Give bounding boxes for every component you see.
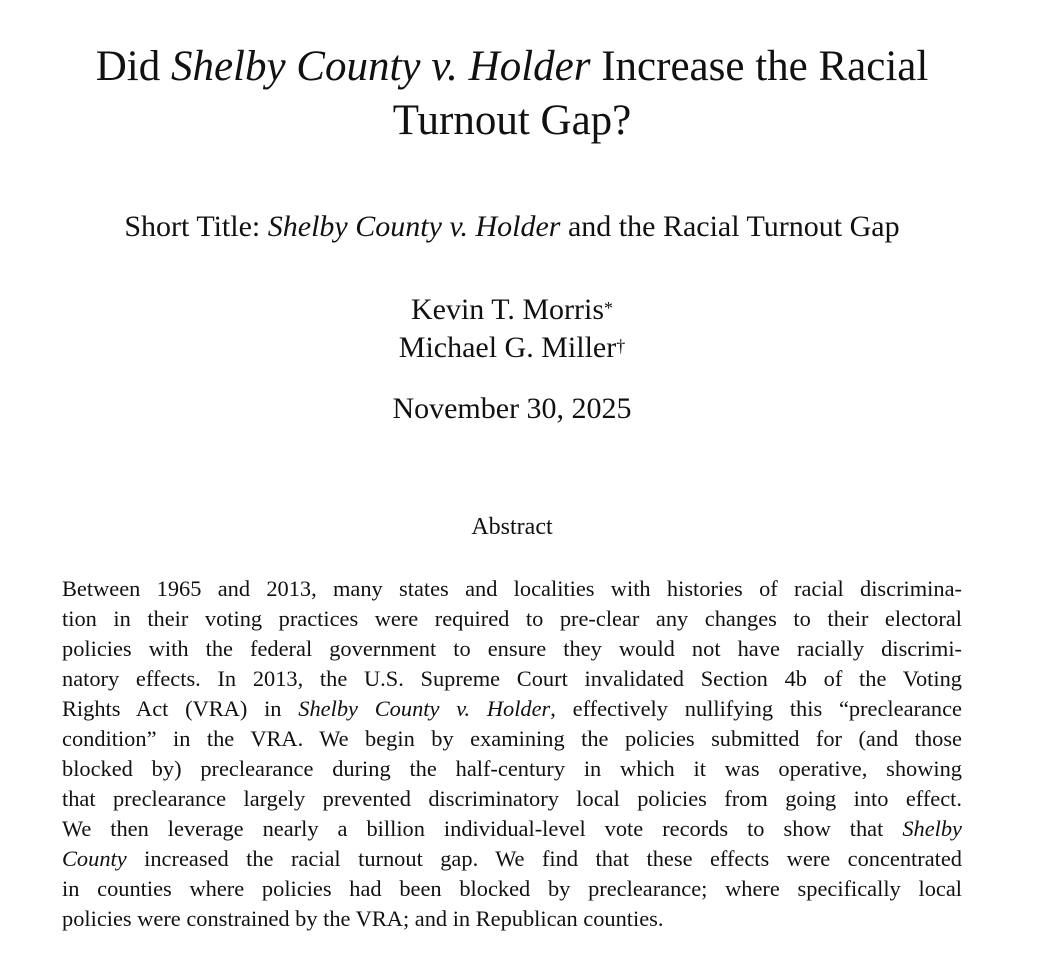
abstract-line bbox=[62, 874, 962, 904]
abstract-line-text bbox=[62, 724, 962, 754]
abstract-line-text bbox=[62, 844, 962, 874]
abstract-text: natory effects. In 2013, the U.S. Supreme Court invalidated Section 4b of the Voting bbox=[62, 666, 962, 691]
abstract-heading: Abstract bbox=[471, 514, 553, 540]
abstract-line bbox=[62, 664, 962, 694]
abstract-case-name: County bbox=[62, 846, 127, 871]
short-title bbox=[30, 208, 994, 246]
abstract-text: , effectively nullifying this “preclearance bbox=[550, 696, 962, 721]
abstract-line-text bbox=[62, 694, 962, 724]
abstract-line bbox=[62, 574, 962, 604]
abstract-line bbox=[62, 604, 962, 634]
abstract-text: Between 1965 and 2013, many states and localities with histories of racial discrimina- bbox=[62, 576, 962, 601]
author-footnote-mark[interactable]: † bbox=[616, 336, 626, 356]
publication-date: November 30, 2025 bbox=[392, 392, 632, 425]
abstract-text: policies were constrained by the VRA; and in Republican counties. bbox=[62, 906, 664, 931]
author-list bbox=[30, 291, 994, 367]
abstract-line bbox=[62, 634, 962, 664]
abstract-line-text bbox=[62, 904, 962, 934]
abstract-line-text bbox=[62, 784, 962, 814]
abstract-line-text bbox=[62, 604, 962, 634]
author-footnote-mark[interactable]: * bbox=[604, 298, 614, 318]
short-title-prefix: Short Title: bbox=[124, 210, 268, 243]
abstract-line bbox=[62, 784, 962, 814]
abstract-text: policies with the federal government to ensure they would not have racially discrimi- bbox=[62, 636, 962, 661]
title-line-2: Turnout Gap? bbox=[392, 97, 632, 144]
abstract-case-name: Shelby County v. Holder bbox=[298, 696, 551, 721]
abstract-line bbox=[62, 694, 962, 724]
abstract-text: increased the racial turnout gap. We find that these effects were concentrated bbox=[126, 846, 962, 871]
abstract-line bbox=[62, 904, 962, 934]
abstract-line bbox=[62, 814, 962, 844]
abstract-line-text bbox=[62, 574, 962, 604]
abstract-text: tion in their voting practices were required to pre-clear any changes to their electoral bbox=[62, 606, 962, 631]
author-2 bbox=[30, 329, 994, 367]
abstract-case-name: Shelby bbox=[902, 816, 962, 841]
abstract-text: in counties where policies had been blocked by preclearance; where specifically local bbox=[62, 876, 962, 901]
abstract-line-text bbox=[62, 754, 962, 784]
abstract-line-text bbox=[62, 814, 962, 844]
abstract-text: We then leverage nearly a billion individual-level vote records to show that bbox=[62, 816, 903, 841]
abstract-text: blocked by) preclearance during the half-century in which it was operative, showing bbox=[62, 756, 962, 781]
author-name: Michael G. Miller bbox=[398, 331, 617, 364]
title-prefix: Did bbox=[95, 43, 171, 90]
title-line-1 bbox=[30, 40, 994, 94]
abstract-text: Rights Act (VRA) in bbox=[62, 696, 299, 721]
paper-title bbox=[30, 40, 994, 148]
author-name: Kevin T. Morris bbox=[410, 293, 605, 326]
abstract-line bbox=[62, 724, 962, 754]
short-title-case-name: Shelby County v. Holder bbox=[267, 210, 561, 243]
title-suffix: Increase the Racial bbox=[590, 43, 929, 90]
abstract-line bbox=[62, 844, 962, 874]
abstract-text: condition” in the VRA. We begin by examining the policies submitted for (and those bbox=[62, 726, 962, 751]
short-title-suffix: and the Racial Turnout Gap bbox=[560, 210, 900, 243]
abstract-text: that preclearance largely prevented discriminatory local policies from going into effect. bbox=[62, 786, 962, 811]
author-1 bbox=[30, 291, 994, 329]
abstract-line-text bbox=[62, 664, 962, 694]
abstract-line bbox=[62, 754, 962, 784]
title-case-name: Shelby County v. Holder bbox=[170, 43, 591, 90]
abstract-line-text bbox=[62, 874, 962, 904]
abstract-line-text bbox=[62, 634, 962, 664]
abstract-body bbox=[62, 574, 962, 934]
